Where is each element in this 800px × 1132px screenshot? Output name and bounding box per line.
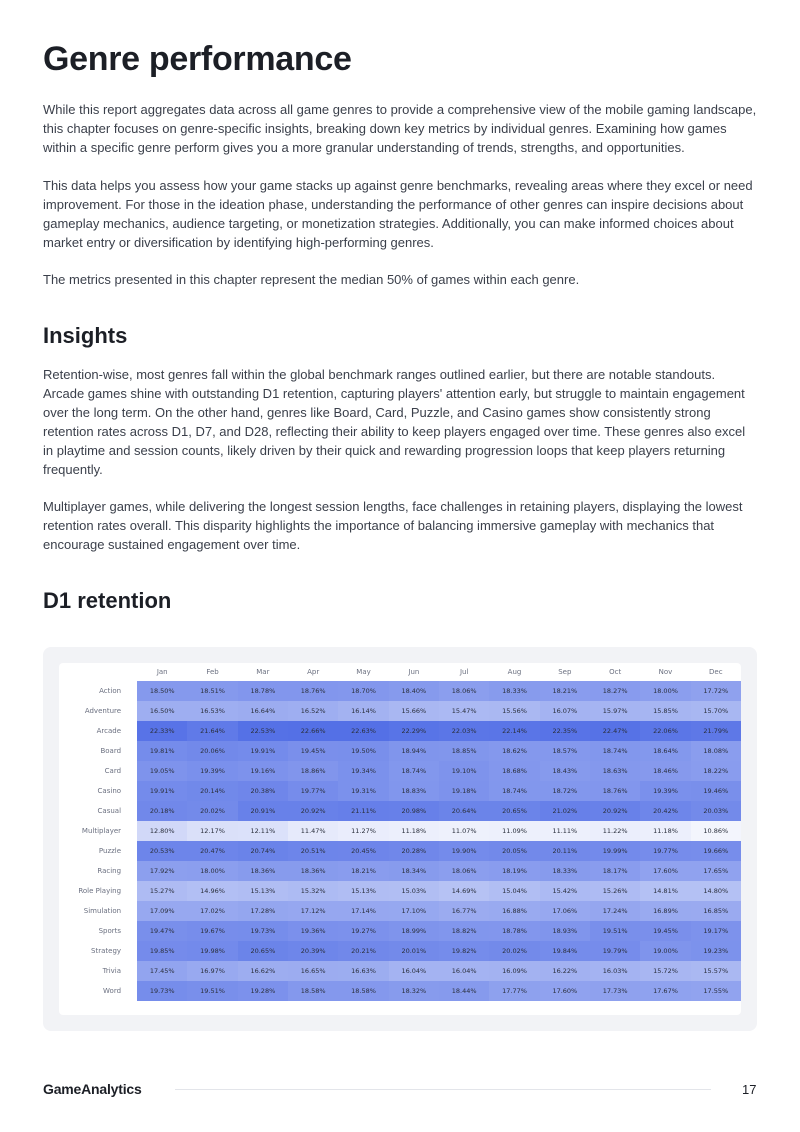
heatmap-cell: 17.02% [187, 901, 237, 921]
heatmap-cell: 15.27% [137, 881, 187, 901]
heatmap-cell: 20.18% [137, 801, 187, 821]
heatmap-cell: 19.85% [137, 941, 187, 961]
heatmap-row [59, 901, 741, 921]
heatmap-cell: 18.50% [137, 681, 187, 701]
heatmap-row [59, 921, 741, 941]
heatmap-cell: 22.29% [389, 721, 439, 741]
heatmap-cell: 20.51% [288, 841, 338, 861]
heatmap-cell: 19.73% [137, 981, 187, 1001]
heatmap-cell: 12.17% [187, 821, 237, 841]
heatmap-cell: 16.03% [590, 961, 640, 981]
heatmap-cell: 17.12% [288, 901, 338, 921]
heatmap-cell: 20.02% [187, 801, 237, 821]
heatmap-cell: 20.65% [238, 941, 288, 961]
heatmap-cell: 18.68% [489, 761, 539, 781]
heatmap-col-label: Jul [459, 668, 469, 676]
heatmap-col-label: May [356, 668, 371, 676]
heatmap-row [59, 821, 741, 841]
heatmap-cell: 19.39% [187, 761, 237, 781]
insights-paragraph-1: Retention-wise, most genres fall within the global benchmark ranges outlined earlier, but there are notable standouts. Arcade games shine with outstanding D1 retention, capturing players' attention early, but struggle to maintain engagement over the long term. On the other hand, genres like Board, Card, Puzzle, and Casino games show consistently strong retention rates across D1, D7, and D28, reflecting their ability to keep players engaged over time. These genres also excel in playtime and session counts, likely driven by their quick and rewarding progression loops that keep players returning frequently. [43, 367, 746, 477]
heatmap-cell: 18.33% [540, 861, 590, 881]
heatmap-cell: 19.45% [640, 921, 690, 941]
heatmap-cell: 16.52% [288, 701, 338, 721]
heatmap-row [59, 681, 741, 701]
heatmap-cell: 18.32% [389, 981, 439, 1001]
heatmap-col-label: Apr [307, 668, 320, 676]
heatmap-cell: 16.65% [288, 961, 338, 981]
heatmap-cell: 22.47% [590, 721, 640, 741]
heatmap-row-label: Word [103, 987, 122, 995]
heatmap-cell: 19.81% [137, 741, 187, 761]
heatmap-cell: 18.06% [439, 681, 489, 701]
heatmap-cell: 20.45% [338, 841, 388, 861]
heatmap-row-label: Card [104, 767, 122, 775]
heatmap-cell: 15.66% [389, 701, 439, 721]
heatmap-cell: 19.23% [691, 941, 741, 961]
heatmap-row [59, 881, 741, 901]
heatmap-cell: 19.99% [590, 841, 640, 861]
heatmap-cell: 16.88% [489, 901, 539, 921]
heatmap-cell: 18.21% [540, 681, 590, 701]
heatmap-cell: 17.60% [640, 861, 690, 881]
heatmap-cell: 20.14% [187, 781, 237, 801]
heatmap-cell: 20.92% [288, 801, 338, 821]
heatmap-cell: 15.56% [489, 701, 539, 721]
heatmap-cell: 19.31% [338, 781, 388, 801]
heatmap-cell: 19.47% [137, 921, 187, 941]
heatmap-cell: 18.70% [338, 681, 388, 701]
heatmap-cell: 18.64% [640, 741, 690, 761]
heatmap-cell: 21.79% [691, 721, 741, 741]
heatmap-col-label: Sep [558, 668, 572, 676]
heatmap-cell: 20.28% [389, 841, 439, 861]
heatmap-cell: 18.82% [439, 921, 489, 941]
heatmap-col-label: Oct [609, 668, 622, 676]
heatmap-col-label: Nov [658, 668, 673, 676]
heatmap-row-label: Casual [97, 807, 122, 815]
heatmap-cell: 11.09% [489, 821, 539, 841]
heatmap-cell: 19.18% [439, 781, 489, 801]
heatmap-cell: 19.66% [691, 841, 741, 861]
heatmap-cell: 17.67% [640, 981, 690, 1001]
heatmap-cell: 18.22% [691, 761, 741, 781]
heatmap-cell: 17.14% [338, 901, 388, 921]
heatmap-row-label: Arcade [96, 727, 122, 735]
page-title: Genre performance [43, 40, 352, 78]
heatmap-cell: 15.47% [439, 701, 489, 721]
heatmap-col-label: Mar [256, 668, 270, 676]
heatmap-cell: 15.97% [590, 701, 640, 721]
heatmap-row-label: Casino [97, 787, 122, 795]
heatmap-cell: 18.21% [338, 861, 388, 881]
heatmap-cell: 18.93% [540, 921, 590, 941]
heatmap-cell: 20.39% [288, 941, 338, 961]
heatmap-row-label: Role Playing [78, 887, 122, 895]
heatmap-cell: 18.85% [439, 741, 489, 761]
heatmap-row-label: Sports [98, 927, 122, 935]
heatmap-cell: 21.64% [187, 721, 237, 741]
heatmap-row [59, 781, 741, 801]
heatmap-cell: 19.82% [439, 941, 489, 961]
heatmap-cell: 18.27% [590, 681, 640, 701]
heatmap-row-label: Board [100, 747, 122, 755]
heatmap-cell: 15.85% [640, 701, 690, 721]
heatmap-row [59, 741, 741, 761]
heatmap-cell: 18.33% [489, 681, 539, 701]
heatmap-row [59, 761, 741, 781]
heatmap-cell: 18.78% [489, 921, 539, 941]
heatmap-cell: 18.06% [439, 861, 489, 881]
heatmap-row [59, 801, 741, 821]
heatmap-cell: 18.40% [389, 681, 439, 701]
heatmap-cell: 22.53% [238, 721, 288, 741]
heatmap-cell: 19.91% [238, 741, 288, 761]
heatmap-row-label: Action [99, 687, 122, 695]
heatmap-cell: 18.72% [540, 781, 590, 801]
heatmap-cell: 15.42% [540, 881, 590, 901]
heatmap-cell: 19.27% [338, 921, 388, 941]
heatmap-cell: 19.34% [338, 761, 388, 781]
heatmap-cell: 11.07% [439, 821, 489, 841]
heatmap-cell: 22.33% [137, 721, 187, 741]
heatmap-cell: 15.13% [338, 881, 388, 901]
heatmap-cell: 20.38% [238, 781, 288, 801]
heatmap-cell: 12.11% [238, 821, 288, 841]
insights-heading: Insights [43, 323, 128, 348]
heatmap-row [59, 861, 741, 881]
heatmap-cell: 17.72% [691, 681, 741, 701]
heatmap-cell: 19.39% [640, 781, 690, 801]
heatmap-cell: 18.94% [389, 741, 439, 761]
heatmap-cell: 16.63% [338, 961, 388, 981]
heatmap-cell: 16.97% [187, 961, 237, 981]
heatmap-cell: 21.11% [338, 801, 388, 821]
heatmap-row-label: Trivia [102, 967, 122, 975]
heatmap-cell: 16.64% [238, 701, 288, 721]
heatmap-cell: 16.04% [389, 961, 439, 981]
heatmap-cell: 19.98% [187, 941, 237, 961]
heatmap-cell: 18.36% [238, 861, 288, 881]
heatmap-cell: 19.46% [691, 781, 741, 801]
heatmap-cell: 12.80% [137, 821, 187, 841]
heatmap-cell: 17.65% [691, 861, 741, 881]
heatmap-cell: 22.14% [489, 721, 539, 741]
heatmap-cell: 20.02% [489, 941, 539, 961]
heatmap-cell: 22.63% [338, 721, 388, 741]
heatmap-cell: 20.64% [439, 801, 489, 821]
heatmap-col-label: Jun [408, 668, 420, 676]
heatmap-cell: 20.53% [137, 841, 187, 861]
heatmap-row-label: Racing [97, 867, 122, 875]
heatmap-cell: 15.70% [691, 701, 741, 721]
footer-divider [175, 1089, 711, 1090]
heatmap-cell: 19.50% [338, 741, 388, 761]
intro-paragraph-2: This data helps you assess how your game stacks up against genre benchmarks, revealing areas where they excel or need improvement. For those in the ideation phase, understanding the performance of other genres can inspire decisions about gameplay mechanics, audience targeting, or monetization strategies. Additionally, you can make informed choices about market entry or diversification by identifying high-performing genres. [43, 178, 753, 250]
heatmap-cell: 17.09% [137, 901, 187, 921]
heatmap-col-label: Aug [507, 668, 522, 676]
heatmap-cell: 20.06% [187, 741, 237, 761]
intro-paragraph-1: While this report aggregates data across all game genres to provide a comprehensive view of the mobile gaming landscape, this chapter focuses on genre-specific insights, breaking down key metrics by individual genres. Examining how games within a specific genre perform gives you a more granular understanding of trends, strengths, and opportunities. [43, 102, 757, 155]
insights-paragraph-2: Multiplayer games, while delivering the longest session lengths, face challenges in retaining players, displaying the lowest retention rates overall. This disparity highlights the importance of balancing immersive gameplay with mechanics that encourage sustained engagement over time. [43, 499, 743, 552]
heatmap-cell: 18.63% [590, 761, 640, 781]
heatmap-cell: 20.74% [238, 841, 288, 861]
heatmap-cell: 19.28% [238, 981, 288, 1001]
heatmap-cell: 20.98% [389, 801, 439, 821]
heatmap-cell: 19.36% [288, 921, 338, 941]
heatmap-cell: 11.18% [389, 821, 439, 841]
heatmap-cell: 22.66% [288, 721, 338, 741]
heatmap-cell: 17.24% [590, 901, 640, 921]
heatmap-cell: 10.86% [691, 821, 741, 841]
heatmap-cell: 20.03% [691, 801, 741, 821]
heatmap-cell: 18.36% [288, 861, 338, 881]
heatmap-cell: 18.34% [389, 861, 439, 881]
heatmap-cell: 11.27% [338, 821, 388, 841]
heatmap-cell: 11.18% [640, 821, 690, 841]
heatmap-cell: 19.00% [640, 941, 690, 961]
heatmap-cell: 16.22% [540, 961, 590, 981]
heatmap-cell: 19.16% [238, 761, 288, 781]
heatmap-cell: 17.28% [238, 901, 288, 921]
heatmap-cell: 16.04% [439, 961, 489, 981]
heatmap-cell: 21.02% [540, 801, 590, 821]
heatmap-cell: 15.26% [590, 881, 640, 901]
heatmap-cell: 18.74% [590, 741, 640, 761]
heatmap-cell: 18.76% [288, 681, 338, 701]
heatmap-cell: 18.58% [288, 981, 338, 1001]
heatmap-row-label: Multiplayer [81, 827, 122, 835]
heatmap-cell: 19.84% [540, 941, 590, 961]
heatmap-cell: 18.78% [238, 681, 288, 701]
heatmap-cell: 17.77% [489, 981, 539, 1001]
heatmap-cell: 19.77% [288, 781, 338, 801]
heatmap-cell: 14.81% [640, 881, 690, 901]
heatmap-row [59, 841, 741, 861]
heatmap-cell: 17.06% [540, 901, 590, 921]
heatmap-cell: 17.55% [691, 981, 741, 1001]
d1-retention-heading: D1 retention [43, 588, 172, 613]
heatmap-cell: 18.46% [640, 761, 690, 781]
heatmap-cell: 19.77% [640, 841, 690, 861]
heatmap-cell: 19.45% [288, 741, 338, 761]
heatmap-cell: 15.72% [640, 961, 690, 981]
heatmap-cell: 19.51% [590, 921, 640, 941]
heatmap-cell: 11.22% [590, 821, 640, 841]
heatmap-cell: 18.17% [590, 861, 640, 881]
heatmap-cell: 20.11% [540, 841, 590, 861]
heatmap-cell: 18.44% [439, 981, 489, 1001]
heatmap-cell: 17.60% [540, 981, 590, 1001]
heatmap-corner [59, 663, 137, 681]
heatmap-cell: 20.05% [489, 841, 539, 861]
heatmap-cell: 20.91% [238, 801, 288, 821]
heatmap-cell: 20.65% [489, 801, 539, 821]
heatmap-cell: 16.77% [439, 901, 489, 921]
d1-retention-heatmap [59, 663, 741, 1001]
heatmap-cell: 11.11% [540, 821, 590, 841]
heatmap-cell: 20.92% [590, 801, 640, 821]
intro-paragraph-3: The metrics presented in this chapter represent the median 50% of games within each genre. [43, 272, 580, 287]
heatmap-cell: 18.83% [389, 781, 439, 801]
heatmap-row-label: Simulation [83, 907, 122, 915]
heatmap-row [59, 981, 741, 1001]
heatmap-cell: 16.50% [137, 701, 187, 721]
heatmap-cell: 17.73% [590, 981, 640, 1001]
heatmap-cell: 16.62% [238, 961, 288, 981]
heatmap-row [59, 721, 741, 741]
heatmap-cell: 17.92% [137, 861, 187, 881]
heatmap-cell: 18.00% [187, 861, 237, 881]
heatmap-panel [43, 647, 757, 1031]
heatmap-cell: 15.13% [238, 881, 288, 901]
heatmap-cell: 18.51% [187, 681, 237, 701]
heatmap-cell: 18.58% [338, 981, 388, 1001]
heatmap-cell: 19.05% [137, 761, 187, 781]
heatmap-cell: 19.91% [137, 781, 187, 801]
heatmap-cell: 19.67% [187, 921, 237, 941]
heatmap-cell: 18.08% [691, 741, 741, 761]
heatmap-cell: 19.79% [590, 941, 640, 961]
heatmap-card [59, 663, 741, 1015]
heatmap-cell: 15.03% [389, 881, 439, 901]
heatmap-cell: 15.57% [691, 961, 741, 981]
heatmap-cell: 18.76% [590, 781, 640, 801]
heatmap-row-label: Strategy [91, 947, 122, 955]
gameanalytics-logo: GameAnalytics [43, 1081, 142, 1097]
heatmap-cell: 22.06% [640, 721, 690, 741]
heatmap-cell: 14.96% [187, 881, 237, 901]
heatmap-cell: 20.42% [640, 801, 690, 821]
heatmap-cell: 18.57% [540, 741, 590, 761]
heatmap-cell: 16.89% [640, 901, 690, 921]
heatmap-cell: 18.62% [489, 741, 539, 761]
heatmap-cell: 19.90% [439, 841, 489, 861]
heatmap-cell: 19.10% [439, 761, 489, 781]
heatmap-cell: 18.19% [489, 861, 539, 881]
heatmap-cell: 14.69% [439, 881, 489, 901]
heatmap-cell: 16.07% [540, 701, 590, 721]
heatmap-cell: 19.73% [238, 921, 288, 941]
heatmap-row-label: Puzzle [98, 847, 122, 855]
heatmap-cell: 19.51% [187, 981, 237, 1001]
heatmap-cell: 16.85% [691, 901, 741, 921]
heatmap-col-label: Jan [156, 668, 168, 676]
heatmap-cell: 20.01% [389, 941, 439, 961]
heatmap-row [59, 941, 741, 961]
heatmap-cell: 18.43% [540, 761, 590, 781]
heatmap-cell: 16.09% [489, 961, 539, 981]
heatmap-col-label: Feb [206, 668, 219, 676]
heatmap-cell: 17.10% [389, 901, 439, 921]
heatmap-cell: 18.99% [389, 921, 439, 941]
heatmap-row [59, 701, 741, 721]
heatmap-cell: 17.45% [137, 961, 187, 981]
heatmap-cell: 18.74% [389, 761, 439, 781]
heatmap-cell: 19.17% [691, 921, 741, 941]
heatmap-cell: 15.04% [489, 881, 539, 901]
heatmap-cell: 22.03% [439, 721, 489, 741]
heatmap-cell: 15.32% [288, 881, 338, 901]
heatmap-cell: 22.35% [540, 721, 590, 741]
heatmap-row-label: Adventure [84, 707, 122, 715]
heatmap-col-label: Dec [709, 668, 723, 676]
heatmap-row [59, 961, 741, 981]
heatmap-cell: 16.14% [338, 701, 388, 721]
heatmap-cell: 14.80% [691, 881, 741, 901]
page-number: 17 [742, 1082, 757, 1097]
heatmap-cell: 18.86% [288, 761, 338, 781]
heatmap-cell: 18.00% [640, 681, 690, 701]
heatmap-cell: 18.74% [489, 781, 539, 801]
heatmap-cell: 16.53% [187, 701, 237, 721]
heatmap-cell: 20.47% [187, 841, 237, 861]
heatmap-cell: 20.21% [338, 941, 388, 961]
heatmap-cell: 11.47% [288, 821, 338, 841]
